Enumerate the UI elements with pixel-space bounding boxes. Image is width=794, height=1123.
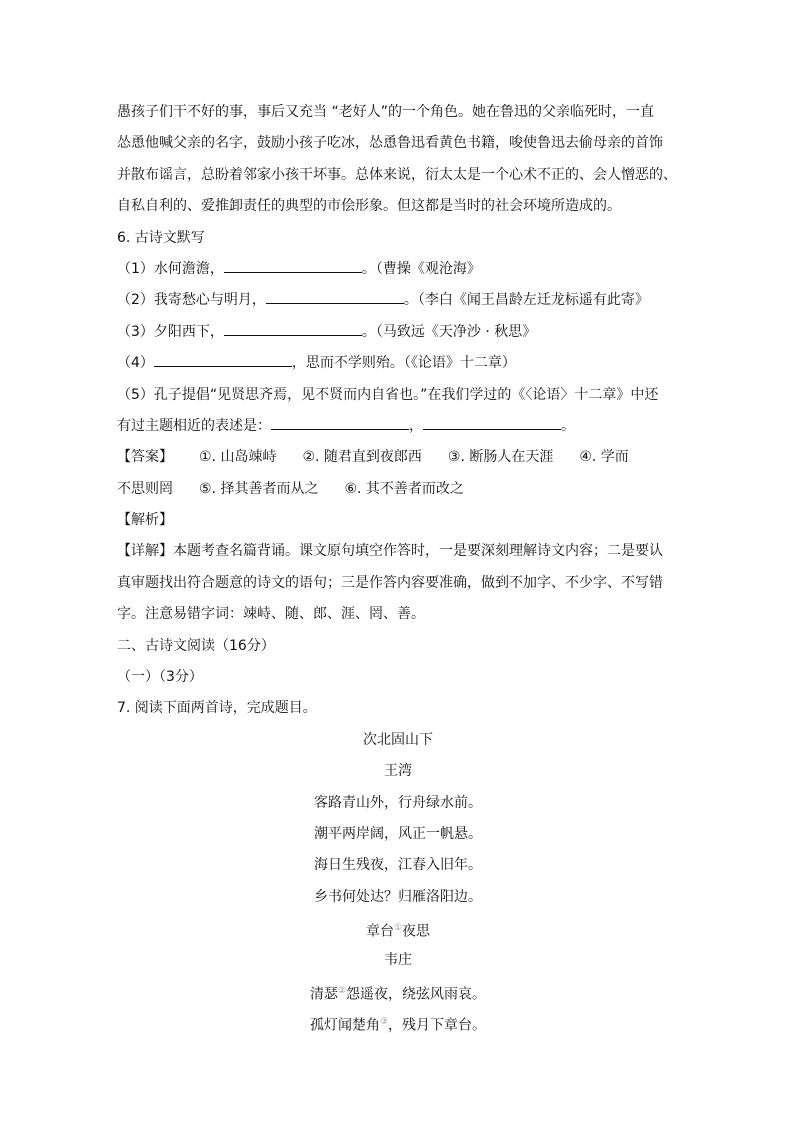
answer-blank[interactable] [224,321,362,336]
answer-4: ④. 学而 [579,449,629,466]
item-text: （1）水何澹澹， [117,260,224,277]
item-text: （2）我寄愁心与明月， [117,292,266,309]
q6-item-5-cont [117,411,679,442]
title-part: 夜思 [402,923,431,940]
answer-blank[interactable] [224,258,362,273]
item-source: ，思而不学则殆。（《论语》十二章） [291,355,516,372]
analysis-line: 真审题找出符合题意的诗文的语句；三是作答内容要准确，做到不加字、不少字、不写错 [117,574,663,591]
answer-line-2 [117,474,679,505]
document-page [117,97,679,1039]
answer-blank[interactable] [154,352,292,367]
poem-line: 乡书何处达？归雁洛阳边。 [314,888,482,905]
line-part: ，残月下章台。 [388,1017,487,1034]
poem-line: 客路青山外，行舟绿水前。 [314,794,482,811]
line-part: 孤灯闻楚角 [309,1017,380,1034]
answer-line [117,442,679,473]
item-source: 。（马致远《天净沙 · 秋思》 [361,323,537,340]
analysis-line: 字。注意易错字词：竦峙、随、郎、涯、罔、善。 [117,606,425,623]
q6-item-4 [117,348,679,379]
answer-blank[interactable] [266,289,404,304]
title-part: 章台 [365,923,394,940]
item-source: 。（李白《闻王昌龄左迁龙标遥有此寄》 [403,292,649,309]
section-2-title: 二、古诗文阅读（16分） [117,637,275,654]
poem-2-title [117,913,679,944]
separator: ， [409,417,423,434]
footnote-marker: ① [393,923,403,934]
answer-4-cont: 不思则罔 [117,480,173,497]
poem-line [117,1007,679,1038]
line-part: 清瑟 [309,986,338,1003]
answer-blank[interactable] [423,415,561,430]
answer-2: ②. 随君直到夜郎西 [302,449,422,466]
item-text: （3）夕阳西下， [117,323,224,340]
answer-blank[interactable] [271,415,409,430]
question-7: 7. 阅读下面两首诗，完成题目。 [117,700,317,717]
poem-line: 海日生残夜，江春入旧年。 [314,857,482,874]
question-6-title: 6. 古诗文默写 [117,229,205,246]
footnote-marker: ② [337,985,347,996]
q6-item-1 [117,254,679,285]
poem-line: 潮平两岸阔，风正一帆悬。 [314,825,482,842]
item-text: （4） [117,355,154,372]
paragraph-line: 自私自利的、爱推卸责任的典型的市侩形象。但这都是当时的社会环境所造成的。 [117,198,621,215]
poem-2-author: 韦庄 [384,951,412,968]
q6-item-5: （5）孔子提倡“见贤思齐焉，见不贤而内自省也。”在我们学过的《〈论语〉十二章》中还 [117,386,659,403]
q6-item-2 [117,285,679,316]
poem-1-title: 次北固山下 [363,731,433,748]
answer-5: ⑤. 择其善者而从之 [199,480,319,497]
paragraph-line: 愚孩子们干不好的事，事后又充当 “老好人”的一个角色。她在鲁迅的父亲临死时，一直 [117,104,654,120]
answer-label: 【答案】 [117,449,173,466]
paragraph-line: 怂恿他喊父亲的名字，鼓励小孩子吃冰，怂恿鲁迅看黄色书籍，唆使鲁迅去偷母亲的首饰 [117,135,663,152]
poem-line [117,976,679,1007]
poem-1-author: 王湾 [384,763,412,780]
footnote-marker: ③ [379,1017,389,1028]
analysis-label: 【解析】 [117,512,173,529]
answer-3: ③. 断肠人在天涯 [447,449,554,466]
item-source: 。（曹操《观沧海》 [361,260,481,277]
answer-1: ①. 山岛竦峙 [199,449,277,466]
subsection-title: （一）（3分） [117,669,203,686]
item-text: 有过主题相近的表述是： [117,417,271,434]
paragraph-line: 并散布谣言，总盼着邻家小孩干坏事。总体来说，衍太太是一个心术不正的、会人憎恶的、 [117,166,677,183]
analysis-line: 【详解】本题考查名篇背诵。课文原句填空作答时，一是要深刻理解诗文内容；二是要认 [117,543,663,560]
answer-6: ⑥. 其不善者而改之 [344,480,464,497]
period: 。 [561,417,575,434]
q6-item-3 [117,317,679,348]
line-part: 怨遥夜，绕弦风雨哀。 [346,986,487,1003]
